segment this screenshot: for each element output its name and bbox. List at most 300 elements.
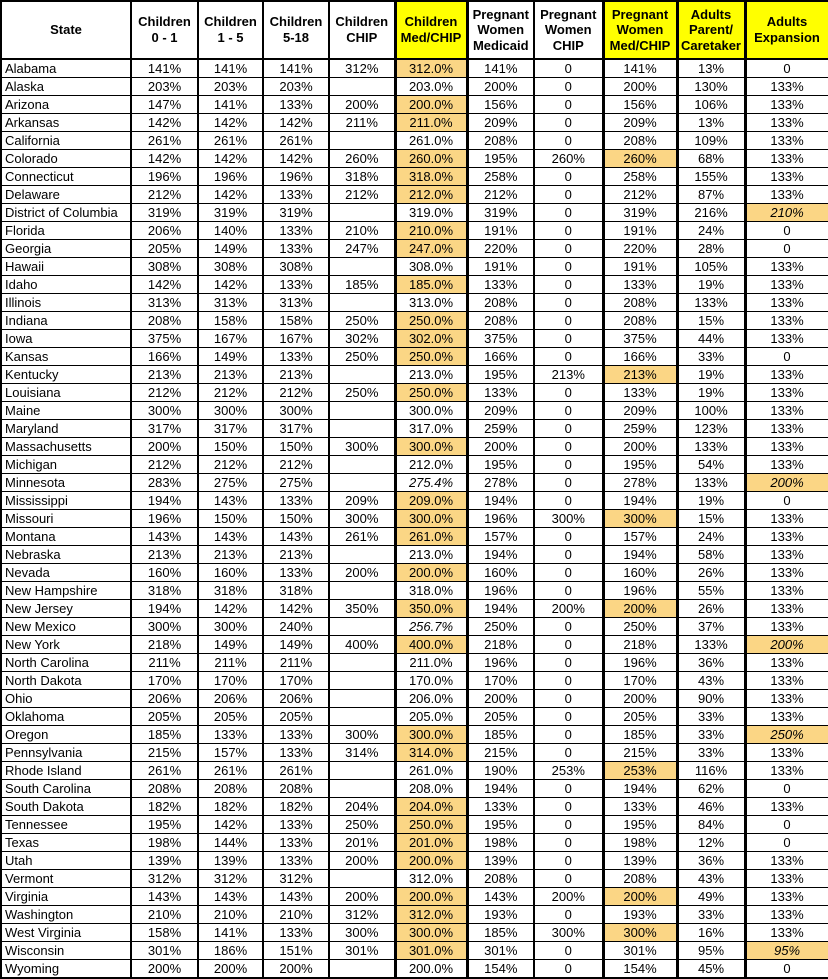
cell-pregnant-women-medicaid: 185% (467, 924, 534, 942)
cell-pregnant-women-medicaid: 258% (467, 168, 534, 186)
cell-pregnant-women-med-chip: 195% (603, 816, 677, 834)
cell-children-1-5: 212% (198, 456, 263, 474)
cell-pregnant-women-med-chip: 195% (603, 456, 677, 474)
cell-children-5-18: 319% (263, 204, 329, 222)
cell-adults-parent-caretaker: 123% (677, 420, 745, 438)
table-row (1, 744, 828, 762)
cell-children-chip (329, 546, 395, 564)
cell-children-chip: 211% (329, 114, 395, 132)
cell-children-0-1: 141% (131, 59, 198, 78)
cell-pregnant-women-chip: 0 (534, 654, 603, 672)
cell-pregnant-women-medicaid: 200% (467, 438, 534, 456)
cell-children-chip: 210% (329, 222, 395, 240)
cell-children-1-5: 139% (198, 852, 263, 870)
cell-pregnant-women-medicaid: 194% (467, 600, 534, 618)
cell-pregnant-women-med-chip: 208% (603, 294, 677, 312)
cell-children-5-18: 212% (263, 384, 329, 402)
cell-pregnant-women-chip: 0 (534, 636, 603, 654)
cell-children-1-5: 144% (198, 834, 263, 852)
cell-children-chip (329, 618, 395, 636)
cell-children-1-5: 141% (198, 59, 263, 78)
cell-adults-parent-caretaker: 33% (677, 348, 745, 366)
cell-children-5-18: 211% (263, 654, 329, 672)
cell-children-med-chip: 201.0% (395, 834, 467, 852)
table-row (1, 726, 828, 744)
cell-children-chip: 300% (329, 438, 395, 456)
cell-adults-expansion: 0 (745, 240, 828, 258)
table-row (1, 870, 828, 888)
header-row (1, 1, 828, 59)
cell-children-1-5: 170% (198, 672, 263, 690)
table-row (1, 798, 828, 816)
cell-pregnant-women-med-chip: 278% (603, 474, 677, 492)
table-row (1, 906, 828, 924)
cell-children-med-chip: 206.0% (395, 690, 467, 708)
cell-pregnant-women-medicaid: 141% (467, 59, 534, 78)
cell-adults-expansion: 133% (745, 924, 828, 942)
cell-children-0-1: 208% (131, 312, 198, 330)
cell-children-med-chip: 203.0% (395, 78, 467, 96)
cell-pregnant-women-med-chip: 196% (603, 654, 677, 672)
cell-children-0-1: 160% (131, 564, 198, 582)
cell-adults-parent-caretaker: 105% (677, 258, 745, 276)
table-row (1, 888, 828, 906)
cell-children-chip: 200% (329, 888, 395, 906)
cell-pregnant-women-chip: 0 (534, 528, 603, 546)
cell-pregnant-women-chip: 0 (534, 798, 603, 816)
cell-children-chip: 250% (329, 384, 395, 402)
cell-children-5-18: 170% (263, 672, 329, 690)
cell-children-med-chip: 300.0% (395, 402, 467, 420)
cell-children-1-5: 150% (198, 510, 263, 528)
cell-adults-expansion: 133% (745, 762, 828, 780)
cell-pregnant-women-med-chip: 160% (603, 564, 677, 582)
cell-adults-expansion: 0 (745, 780, 828, 798)
cell-children-0-1: 300% (131, 618, 198, 636)
cell-children-5-18: 206% (263, 690, 329, 708)
cell-pregnant-women-med-chip: 208% (603, 870, 677, 888)
cell-children-0-1: 212% (131, 186, 198, 204)
cell-children-0-1: 213% (131, 366, 198, 384)
cell-adults-expansion: 133% (745, 438, 828, 456)
cell-children-5-18: 133% (263, 744, 329, 762)
cell-pregnant-women-medicaid: 220% (467, 240, 534, 258)
cell-pregnant-women-medicaid: 259% (467, 420, 534, 438)
cell-adults-parent-caretaker: 19% (677, 366, 745, 384)
cell-pregnant-women-medicaid: 208% (467, 312, 534, 330)
cell-children-1-5: 313% (198, 294, 263, 312)
table-row (1, 690, 828, 708)
cell-state: Indiana (1, 312, 131, 330)
cell-pregnant-women-med-chip: 220% (603, 240, 677, 258)
cell-pregnant-women-chip: 0 (534, 960, 603, 979)
cell-adults-parent-caretaker: 106% (677, 96, 745, 114)
cell-state: Florida (1, 222, 131, 240)
cell-children-med-chip: 211.0% (395, 114, 467, 132)
cell-children-chip (329, 258, 395, 276)
cell-pregnant-women-chip: 200% (534, 888, 603, 906)
cell-children-5-18: 213% (263, 366, 329, 384)
cell-pregnant-women-chip: 0 (534, 276, 603, 294)
cell-children-chip (329, 204, 395, 222)
table-row (1, 78, 828, 96)
cell-children-0-1: 139% (131, 852, 198, 870)
cell-children-1-5: 318% (198, 582, 263, 600)
cell-children-1-5: 160% (198, 564, 263, 582)
cell-adults-expansion: 133% (745, 690, 828, 708)
cell-pregnant-women-med-chip: 200% (603, 690, 677, 708)
cell-pregnant-women-medicaid: 250% (467, 618, 534, 636)
cell-children-0-1: 213% (131, 546, 198, 564)
cell-pregnant-women-med-chip: 300% (603, 924, 677, 942)
cell-children-0-1: 198% (131, 834, 198, 852)
cell-state: Mississippi (1, 492, 131, 510)
cell-children-1-5: 317% (198, 420, 263, 438)
cell-children-1-5: 150% (198, 438, 263, 456)
cell-adults-parent-caretaker: 12% (677, 834, 745, 852)
cell-children-1-5: 196% (198, 168, 263, 186)
cell-children-med-chip: 250.0% (395, 348, 467, 366)
cell-pregnant-women-medicaid: 195% (467, 366, 534, 384)
table-row (1, 240, 828, 258)
cell-pregnant-women-med-chip: 205% (603, 708, 677, 726)
cell-children-med-chip: 204.0% (395, 798, 467, 816)
cell-children-chip: 200% (329, 852, 395, 870)
cell-children-chip: 350% (329, 600, 395, 618)
cell-pregnant-women-med-chip: 209% (603, 402, 677, 420)
cell-adults-parent-caretaker: 33% (677, 708, 745, 726)
cell-adults-parent-caretaker: 49% (677, 888, 745, 906)
cell-pregnant-women-medicaid: 194% (467, 492, 534, 510)
cell-children-chip (329, 654, 395, 672)
cell-adults-parent-caretaker: 24% (677, 222, 745, 240)
cell-pregnant-women-med-chip: 218% (603, 636, 677, 654)
cell-state: Delaware (1, 186, 131, 204)
cell-children-1-5: 300% (198, 618, 263, 636)
cell-children-0-1: 143% (131, 528, 198, 546)
cell-children-5-18: 317% (263, 420, 329, 438)
cell-children-chip: 250% (329, 348, 395, 366)
cell-adults-parent-caretaker: 15% (677, 312, 745, 330)
cell-pregnant-women-medicaid: 191% (467, 258, 534, 276)
table-row (1, 564, 828, 582)
cell-pregnant-women-chip: 0 (534, 618, 603, 636)
cell-children-1-5: 142% (198, 114, 263, 132)
cell-children-0-1: 283% (131, 474, 198, 492)
cell-children-5-18: 208% (263, 780, 329, 798)
table-row (1, 114, 828, 132)
cell-pregnant-women-chip: 0 (534, 240, 603, 258)
cell-children-chip: 300% (329, 924, 395, 942)
cell-children-0-1: 308% (131, 258, 198, 276)
cell-pregnant-women-chip: 0 (534, 906, 603, 924)
cell-children-5-18: 212% (263, 456, 329, 474)
cell-adults-expansion: 133% (745, 78, 828, 96)
cell-pregnant-women-medicaid: 157% (467, 528, 534, 546)
table-row (1, 312, 828, 330)
cell-children-med-chip: 247.0% (395, 240, 467, 258)
cell-pregnant-women-medicaid: 193% (467, 906, 534, 924)
cell-pregnant-women-medicaid: 205% (467, 708, 534, 726)
cell-pregnant-women-chip: 0 (534, 222, 603, 240)
cell-pregnant-women-med-chip: 208% (603, 132, 677, 150)
cell-pregnant-women-chip: 0 (534, 59, 603, 78)
cell-children-med-chip: 313.0% (395, 294, 467, 312)
cell-children-1-5: 211% (198, 654, 263, 672)
cell-state: Utah (1, 852, 131, 870)
cell-children-0-1: 182% (131, 798, 198, 816)
cell-adults-expansion: 133% (745, 150, 828, 168)
cell-children-1-5: 149% (198, 636, 263, 654)
cell-pregnant-women-chip: 260% (534, 150, 603, 168)
cell-children-chip (329, 960, 395, 979)
cell-adults-parent-caretaker: 130% (677, 78, 745, 96)
cell-children-0-1: 200% (131, 960, 198, 979)
cell-children-med-chip: 200.0% (395, 888, 467, 906)
cell-adults-expansion: 133% (745, 888, 828, 906)
cell-pregnant-women-med-chip: 191% (603, 222, 677, 240)
cell-pregnant-women-med-chip: 253% (603, 762, 677, 780)
cell-pregnant-women-medicaid: 156% (467, 96, 534, 114)
cell-children-med-chip: 200.0% (395, 960, 467, 979)
table-row (1, 546, 828, 564)
cell-pregnant-women-chip: 0 (534, 132, 603, 150)
cell-adults-parent-caretaker: 13% (677, 59, 745, 78)
cell-adults-expansion: 133% (745, 600, 828, 618)
cell-adults-expansion: 133% (745, 312, 828, 330)
cell-children-5-18: 133% (263, 564, 329, 582)
cell-children-1-5: 261% (198, 132, 263, 150)
table-row (1, 456, 828, 474)
cell-pregnant-women-chip: 0 (534, 708, 603, 726)
table-row (1, 474, 828, 492)
cell-children-5-18: 133% (263, 348, 329, 366)
cell-children-0-1: 375% (131, 330, 198, 348)
cell-adults-parent-caretaker: 54% (677, 456, 745, 474)
cell-adults-expansion: 133% (745, 186, 828, 204)
column-header-state: State (1, 1, 131, 59)
cell-children-chip (329, 456, 395, 474)
table-row (1, 618, 828, 636)
cell-adults-parent-caretaker: 46% (677, 798, 745, 816)
table-row (1, 366, 828, 384)
table-row (1, 168, 828, 186)
cell-children-1-5: 300% (198, 402, 263, 420)
cell-pregnant-women-chip: 0 (534, 816, 603, 834)
cell-pregnant-women-med-chip: 170% (603, 672, 677, 690)
cell-children-chip: 312% (329, 906, 395, 924)
table-row (1, 816, 828, 834)
cell-children-med-chip: 400.0% (395, 636, 467, 654)
cell-pregnant-women-chip: 0 (534, 744, 603, 762)
cell-adults-expansion: 133% (745, 708, 828, 726)
cell-children-0-1: 195% (131, 816, 198, 834)
cell-children-5-18: 200% (263, 960, 329, 979)
cell-children-5-18: 133% (263, 852, 329, 870)
cell-children-chip: 201% (329, 834, 395, 852)
cell-children-1-5: 308% (198, 258, 263, 276)
column-header-adults-parent-caretaker: Adults Parent/ Caretaker (677, 1, 745, 59)
cell-pregnant-women-chip: 0 (534, 852, 603, 870)
cell-children-med-chip: 213.0% (395, 366, 467, 384)
table-row (1, 96, 828, 114)
table-row (1, 708, 828, 726)
table-row (1, 672, 828, 690)
cell-children-1-5: 140% (198, 222, 263, 240)
cell-children-1-5: 186% (198, 942, 263, 960)
cell-children-0-1: 208% (131, 780, 198, 798)
cell-adults-expansion: 133% (745, 870, 828, 888)
cell-children-1-5: 275% (198, 474, 263, 492)
cell-state: New York (1, 636, 131, 654)
cell-adults-expansion: 200% (745, 636, 828, 654)
cell-children-0-1: 143% (131, 888, 198, 906)
cell-adults-parent-caretaker: 216% (677, 204, 745, 222)
cell-pregnant-women-medicaid: 319% (467, 204, 534, 222)
cell-pregnant-women-medicaid: 196% (467, 510, 534, 528)
cell-children-0-1: 200% (131, 438, 198, 456)
cell-state: North Dakota (1, 672, 131, 690)
table-row (1, 510, 828, 528)
cell-pregnant-women-chip: 253% (534, 762, 603, 780)
cell-children-med-chip: 318.0% (395, 168, 467, 186)
cell-pregnant-women-chip: 0 (534, 168, 603, 186)
cell-pregnant-women-chip: 0 (534, 582, 603, 600)
cell-adults-expansion: 133% (745, 510, 828, 528)
cell-state: Rhode Island (1, 762, 131, 780)
cell-children-0-1: 261% (131, 762, 198, 780)
cell-children-5-18: 203% (263, 78, 329, 96)
column-header-pregnant-women-chip: Pregnant Women CHIP (534, 1, 603, 59)
cell-children-0-1: 194% (131, 492, 198, 510)
cell-adults-expansion: 95% (745, 942, 828, 960)
cell-state: South Dakota (1, 798, 131, 816)
cell-state: Washington (1, 906, 131, 924)
cell-children-5-18: 312% (263, 870, 329, 888)
cell-adults-parent-caretaker: 36% (677, 852, 745, 870)
cell-children-1-5: 213% (198, 366, 263, 384)
cell-pregnant-women-chip: 0 (534, 726, 603, 744)
cell-pregnant-women-medicaid: 133% (467, 384, 534, 402)
cell-children-chip (329, 582, 395, 600)
cell-children-1-5: 157% (198, 744, 263, 762)
cell-pregnant-women-chip: 0 (534, 186, 603, 204)
cell-children-med-chip: 213.0% (395, 546, 467, 564)
cell-pregnant-women-medicaid: 208% (467, 294, 534, 312)
cell-children-5-18: 210% (263, 906, 329, 924)
cell-pregnant-women-med-chip: 200% (603, 888, 677, 906)
cell-children-med-chip: 312.0% (395, 906, 467, 924)
cell-children-med-chip: 250.0% (395, 816, 467, 834)
cell-children-5-18: 142% (263, 150, 329, 168)
cell-children-1-5: 141% (198, 96, 263, 114)
cell-children-med-chip: 260.0% (395, 150, 467, 168)
cell-state: Maryland (1, 420, 131, 438)
cell-pregnant-women-medicaid: 209% (467, 114, 534, 132)
cell-state: New Hampshire (1, 582, 131, 600)
cell-children-5-18: 300% (263, 402, 329, 420)
cell-children-5-18: 133% (263, 834, 329, 852)
cell-state: Wyoming (1, 960, 131, 979)
cell-children-0-1: 301% (131, 942, 198, 960)
cell-state: Colorado (1, 150, 131, 168)
cell-pregnant-women-med-chip: 200% (603, 78, 677, 96)
cell-children-chip: 200% (329, 564, 395, 582)
cell-pregnant-women-chip: 0 (534, 402, 603, 420)
cell-children-1-5: 213% (198, 546, 263, 564)
cell-children-med-chip: 209.0% (395, 492, 467, 510)
table-row (1, 438, 828, 456)
cell-state: Michigan (1, 456, 131, 474)
cell-pregnant-women-medicaid: 200% (467, 78, 534, 96)
table-row (1, 222, 828, 240)
cell-state: Idaho (1, 276, 131, 294)
cell-children-1-5: 212% (198, 384, 263, 402)
cell-children-0-1: 185% (131, 726, 198, 744)
cell-adults-parent-caretaker: 87% (677, 186, 745, 204)
cell-adults-parent-caretaker: 133% (677, 294, 745, 312)
cell-pregnant-women-chip: 0 (534, 870, 603, 888)
cell-pregnant-women-med-chip: 260% (603, 150, 677, 168)
cell-children-0-1: 206% (131, 690, 198, 708)
cell-adults-parent-caretaker: 45% (677, 960, 745, 979)
cell-state: Vermont (1, 870, 131, 888)
cell-adults-expansion: 133% (745, 114, 828, 132)
cell-pregnant-women-medicaid: 195% (467, 150, 534, 168)
cell-state: New Jersey (1, 600, 131, 618)
cell-adults-parent-caretaker: 19% (677, 384, 745, 402)
cell-pregnant-women-chip: 0 (534, 96, 603, 114)
cell-pregnant-women-medicaid: 139% (467, 852, 534, 870)
cell-children-0-1: 147% (131, 96, 198, 114)
cell-children-5-18: 240% (263, 618, 329, 636)
cell-children-med-chip: 185.0% (395, 276, 467, 294)
cell-children-chip (329, 672, 395, 690)
cell-pregnant-women-chip: 213% (534, 366, 603, 384)
cell-state: Georgia (1, 240, 131, 258)
cell-pregnant-women-medicaid: 170% (467, 672, 534, 690)
cell-children-med-chip: 318.0% (395, 582, 467, 600)
cell-children-med-chip: 200.0% (395, 852, 467, 870)
cell-children-chip (329, 708, 395, 726)
cell-children-0-1: 194% (131, 600, 198, 618)
cell-pregnant-women-med-chip: 212% (603, 186, 677, 204)
cell-children-5-18: 142% (263, 114, 329, 132)
cell-state: Arizona (1, 96, 131, 114)
cell-adults-expansion: 133% (745, 330, 828, 348)
cell-children-med-chip: 205.0% (395, 708, 467, 726)
cell-children-1-5: 142% (198, 186, 263, 204)
table-row (1, 384, 828, 402)
cell-children-med-chip: 300.0% (395, 438, 467, 456)
cell-pregnant-women-chip: 0 (534, 690, 603, 708)
cell-children-med-chip: 200.0% (395, 564, 467, 582)
cell-state: Nebraska (1, 546, 131, 564)
cell-pregnant-women-chip: 300% (534, 510, 603, 528)
cell-children-chip (329, 870, 395, 888)
cell-adults-parent-caretaker: 133% (677, 636, 745, 654)
table-row (1, 960, 828, 979)
cell-adults-expansion: 133% (745, 132, 828, 150)
cell-pregnant-women-med-chip: 200% (603, 600, 677, 618)
cell-children-0-1: 142% (131, 150, 198, 168)
column-header-children-1-5: Children 1 - 5 (198, 1, 263, 59)
cell-state: Tennessee (1, 816, 131, 834)
cell-pregnant-women-med-chip: 133% (603, 384, 677, 402)
cell-pregnant-women-chip: 0 (534, 564, 603, 582)
cell-adults-expansion: 0 (745, 59, 828, 78)
table-row (1, 132, 828, 150)
